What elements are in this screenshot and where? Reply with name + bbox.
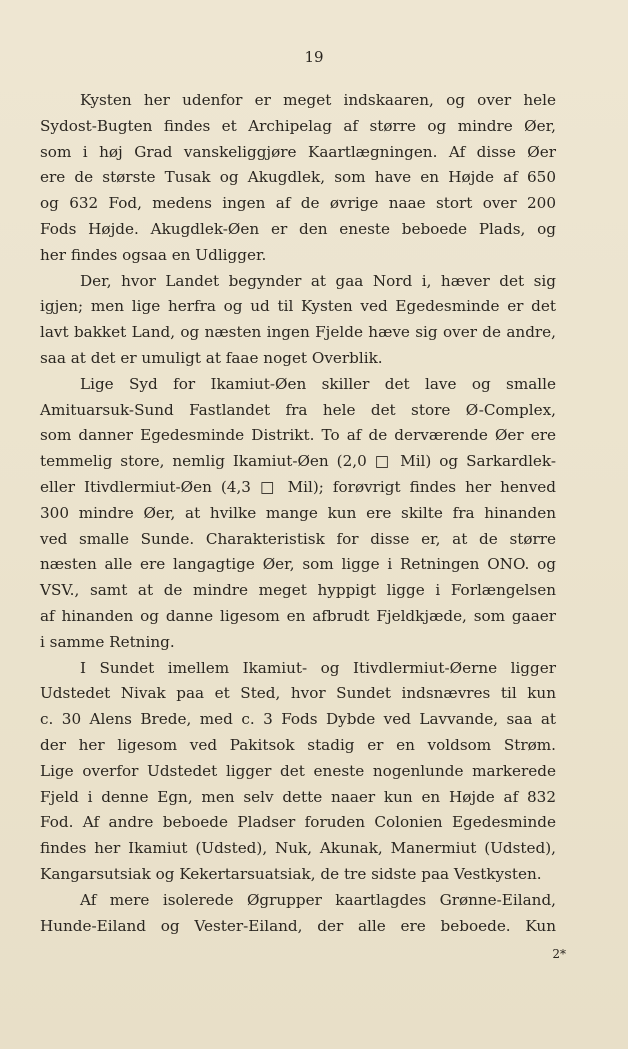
text-line: Udstedet Nivak paa et Sted, hvor Sundet indsnævres til kun [40, 684, 556, 703]
text-line: 300 mindre Øer, at hvilke mange kun ere skilte fra hinanden [40, 503, 556, 522]
text-line: og 632 Fod, medens ingen af de øvrige naae stort over 200 [40, 194, 556, 213]
text-line: som i høj Grad vanskeliggjøre Kaartlægningen. Af disse Øer [40, 142, 556, 161]
text-line: ere de største Tusak og Akugdlek, som have en Højde af 650 [40, 168, 556, 187]
text-line: Fod. Af andre beboede Pladser foruden Colonien Egedesminde [40, 813, 556, 832]
text-line: Af mere isolerede Øgrupper kaartlagdes Grønne-Eiland, [80, 890, 556, 909]
text-line: eller Itivdlermiut-Øen (4,3 □ Mil); forøvrigt findes her henved [40, 477, 556, 496]
text-line: temmelig store, nemlig Ikamiut-Øen (2,0 □ Mil) og Sarkardlek- [40, 452, 556, 471]
text-line: c. 30 Alens Brede, med c. 3 Fods Dybde ved Lavvande, saa at [40, 710, 556, 729]
text-line: Kysten her udenfor er meget indskaaren, og over hele [80, 91, 556, 109]
text-line: Sydost-Bugten findes et Archipelag af større og mindre Øer, [40, 116, 556, 135]
text-line: VSV., samt at de mindre meget hyppigt ligge i Forlængelsen [40, 581, 556, 600]
text-line: næsten alle ere langagtige Øer, som ligge i Retningen ONO. og [40, 555, 556, 574]
text-line: Fods Højde. Akugdlek-Øen er den eneste beboede Plads, og [40, 219, 556, 238]
text-line: Amituarsuk-Sund Fastlandet fra hele det store Ø-Complex, [40, 400, 556, 419]
text-line: Der, hvor Landet begynder at gaa Nord i, hæver det sig [80, 271, 556, 290]
text-line: som danner Egedesminde Distrikt. To af de derværende Øer ere [40, 426, 556, 445]
text-line: Lige Syd for Ikamiut-Øen skiller det lave og smalle [80, 374, 556, 393]
text-line: Hunde-Eiland og Vester-Eiland, der alle ere beboede. Kun [40, 916, 556, 935]
text-line: I Sundet imellem Ikamiut- og Itivdlermiut-Øerne ligger [80, 658, 556, 677]
text-line: saa at det er umuligt at faae noget Overblik. [40, 348, 383, 367]
text-line: Kangarsutsiak og Kekertarsuatsiak, de tre sidste paa Vestkysten. [40, 864, 542, 883]
text-line: der her ligesom ved Pakitsok stadig er en voldsom Strøm. [40, 735, 556, 754]
text-line: lavt bakket Land, og næsten ingen Fjelde hæve sig over de andre, [40, 323, 556, 342]
text-line: Fjeld i denne Egn, men selv dette naaer kun en Højde af 832 [40, 787, 556, 806]
text-line: igjen; men lige herfra og ud til Kysten ved Egedesminde er det [40, 297, 556, 316]
body-text [40, 88, 556, 939]
text-line: her findes ogsaa en Udligger. [40, 245, 267, 264]
text-line: Lige overfor Udstedet ligger det eneste nogenlunde markerede [40, 761, 556, 780]
text-line: findes her Ikamiut (Udsted), Nuk, Akunak, Manermiut (Udsted), [40, 839, 556, 858]
signature-mark: 2* [552, 947, 566, 961]
text-line: af hinanden og danne ligesom en afbrudt Fjeldkjæde, som gaaer [40, 606, 556, 625]
text-line: i samme Retning. [40, 632, 175, 651]
page-number: 19 [304, 48, 324, 66]
text-line: ved smalle Sunde. Charakteristisk for disse er, at de større [40, 529, 556, 548]
